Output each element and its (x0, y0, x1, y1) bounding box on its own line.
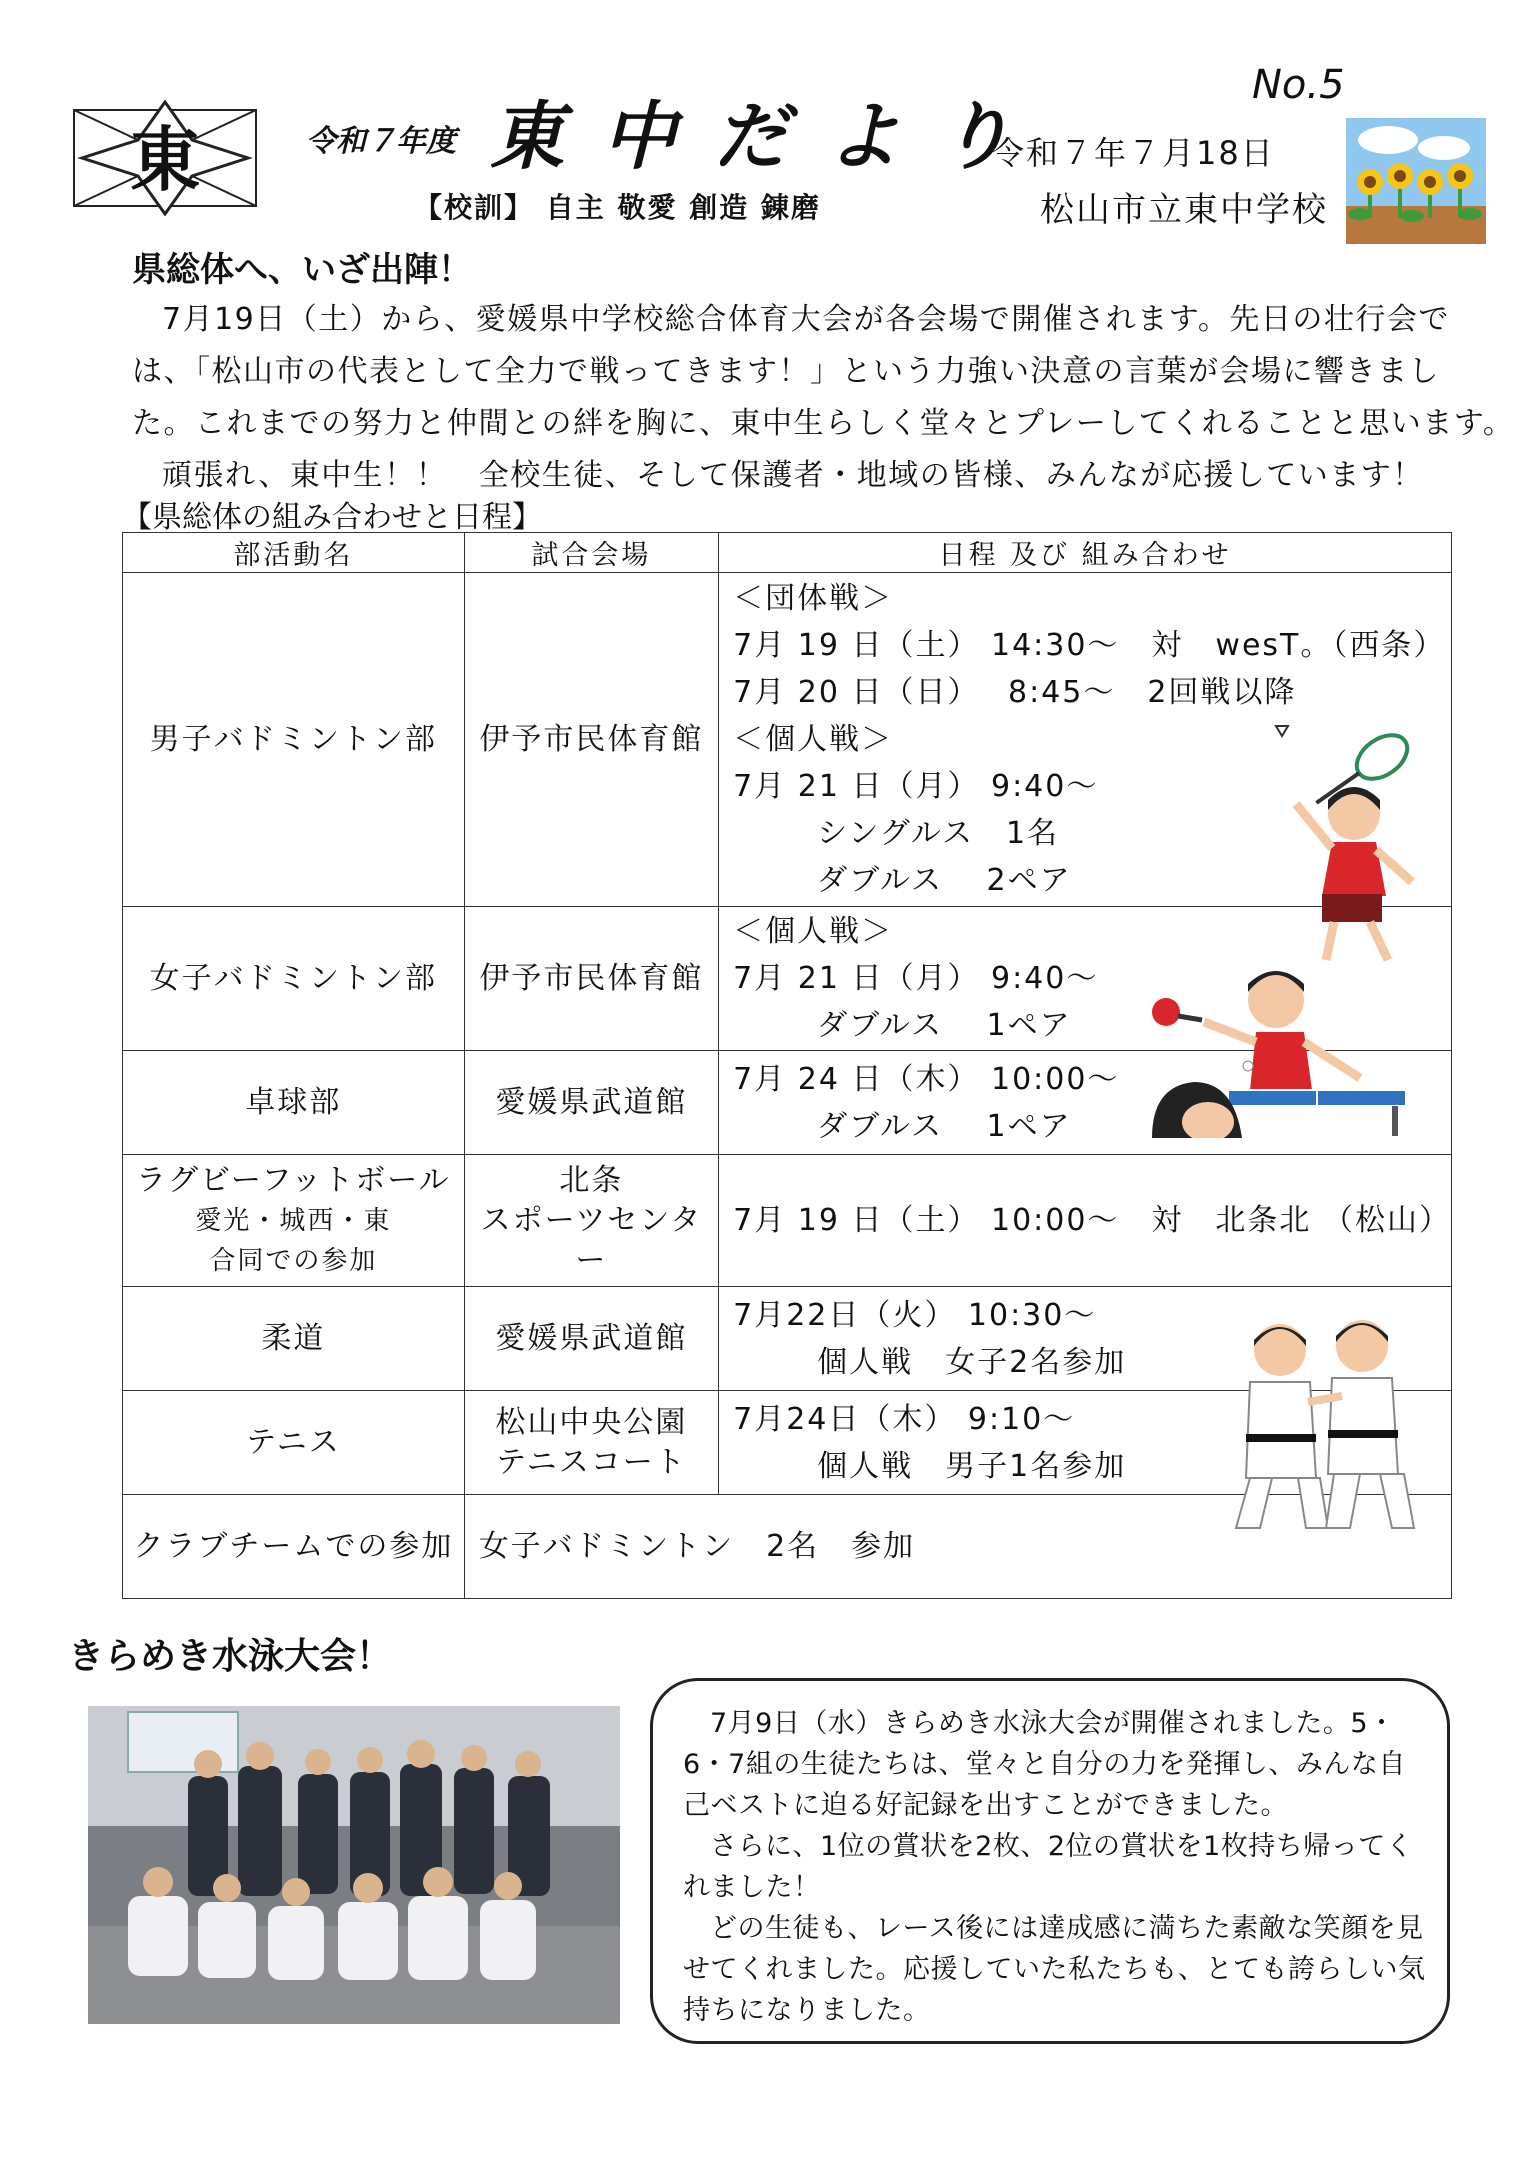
paragraph-line: 頑張れ、東中生！！ 全校生徒、そして保護者・地域の皆様、みんなが応援しています！ (162, 458, 1424, 493)
club-name: 柔道 (123, 1287, 465, 1391)
table-title: 【県総体の組み合わせと日程】 (122, 500, 542, 535)
school-emblem (72, 100, 258, 216)
column-header-schedule: 日程 及び 組み合わせ (719, 533, 1452, 573)
judo-players-icon (1222, 1306, 1422, 1538)
schedule-line: 7月 21 日（月） 9:40～ (733, 769, 1099, 804)
paragraph-line: た。これまでの努力と仲間との絆を胸に、東中生らしく堂々とプレーしてくれることと思います。 (132, 406, 1515, 441)
schedule-line: 7月 19 日（土） 10:00～ 対 北条北 （松山） (733, 1203, 1451, 1238)
group-photo (88, 1706, 620, 2024)
table-row (123, 573, 1452, 907)
paragraph-line: は、「松山市の代表として全力で戦ってきます！」という力強い決意の言葉が会場に響きまし (132, 354, 1440, 389)
table-tennis-players-icon (1148, 962, 1410, 1138)
venue-cell (464, 1155, 718, 1287)
column-header-venue: 試合会場 (464, 533, 718, 573)
club-note: 合同での参加 (209, 1245, 378, 1276)
club-name-cell (123, 1155, 465, 1287)
schedule-line: 7月 20 日（日） 8:45～ 2回戦以降 (733, 675, 1297, 710)
schedule-line: 7月22日（火） 10:30～ (733, 1297, 1097, 1333)
emblem-character: 東 (130, 119, 200, 201)
report-paragraph: どの生徒も、レース後には達成感に満ちた素敵な笑顔を見せてくれました。応援していた私たちも、とても誇らしい気持ちになりました。 (683, 1913, 1426, 2026)
schedule-line: 個人戦 男子1名参加 (817, 1448, 1127, 1484)
school-name: 松山市立東中学校 (1040, 190, 1328, 230)
schedule-line: シングルス 1名 (817, 816, 1060, 851)
club-name: クラブチームでの参加 (123, 1495, 465, 1599)
club-name: 男子バドミントン部 (123, 573, 465, 907)
issue-number: No.5 (1252, 62, 1345, 108)
venue: スポーツセンター (480, 1202, 703, 1278)
club-name: 女子バドミントン部 (123, 907, 465, 1051)
schedule-line: ＜団体戦＞ (733, 581, 894, 616)
school-motto: 【校訓】 自主 敬愛 創造 錬磨 (414, 191, 821, 224)
schedule-line: 7月 19 日（土） 14:30～ 対 wesT。（西条） (733, 628, 1446, 663)
schedule-line: 個人戦 女子2名参加 (817, 1344, 1127, 1380)
club-name: ラグビーフットボール (136, 1162, 451, 1198)
club-note: 愛光・城西・東 (195, 1205, 392, 1236)
schedule-line: ダブルス 2ペア (817, 863, 1072, 898)
venue: 松山中央公園 (495, 1404, 688, 1440)
issue-date: 令和７年７月18日 (992, 134, 1275, 172)
schedule-line: ＜個人戦＞ (733, 914, 894, 949)
badminton-player-icon (1262, 722, 1432, 970)
sunflower-icon (1346, 118, 1486, 244)
club-name: 卓球部 (123, 1051, 465, 1155)
venue-cell (464, 1391, 718, 1495)
table-header-row (123, 533, 1452, 573)
schedule-line: ダブルス 1ペア (817, 1108, 1072, 1144)
venue: 愛媛県武道館 (464, 1051, 718, 1155)
swim-meet-report (650, 1678, 1450, 2044)
section-heading-swim-meet: きらめき水泳大会！ (68, 1636, 393, 1677)
fiscal-year: 令和７年度 (306, 124, 456, 159)
venue: 伊予市民体育館 (464, 573, 718, 907)
newsletter-title: 東中だより (490, 94, 1050, 180)
report-paragraph: さらに、1位の賞状を2枚、2位の賞状を1枚持ち帰ってくれました！ (683, 1831, 1414, 1903)
schedule-line: 7月 21 日（月） 9:40～ (733, 961, 1099, 996)
venue: 伊予市民体育館 (464, 907, 718, 1051)
venue: テニスコート (495, 1444, 687, 1480)
section-heading-prefectural-meet: 県総体へ、いざ出陣！ (132, 250, 472, 290)
schedule-line: 7月24日（木） 9:10～ (733, 1401, 1076, 1437)
venue: 北条 (559, 1162, 624, 1198)
schedule-line: 7月 24 日（木） 10:00～ (733, 1061, 1120, 1097)
column-header-club: 部活動名 (123, 533, 465, 573)
table-row (123, 1155, 1452, 1287)
club-name: テニス (123, 1391, 465, 1495)
schedule-cell (719, 1155, 1452, 1287)
report-paragraph: 7月9日（水）きらめき水泳大会が開催されました。5・6・7組の生徒たちは、堂々と自分の力を発揮し、みんな自己ベストに迫る好記録を出すことができました。 (683, 1708, 1406, 1821)
schedule-line: ＜個人戦＞ (733, 722, 894, 757)
paragraph-line: 7月19日（土）から、愛媛県中学校総合体育大会が各会場で開催されます。先日の壮行会で (162, 302, 1450, 337)
venue: 愛媛県武道館 (464, 1287, 718, 1391)
club-team-note: 女子バドミントン 2名 参加 (464, 1495, 1451, 1599)
schedule-line: ダブルス 1ペア (817, 1008, 1072, 1043)
